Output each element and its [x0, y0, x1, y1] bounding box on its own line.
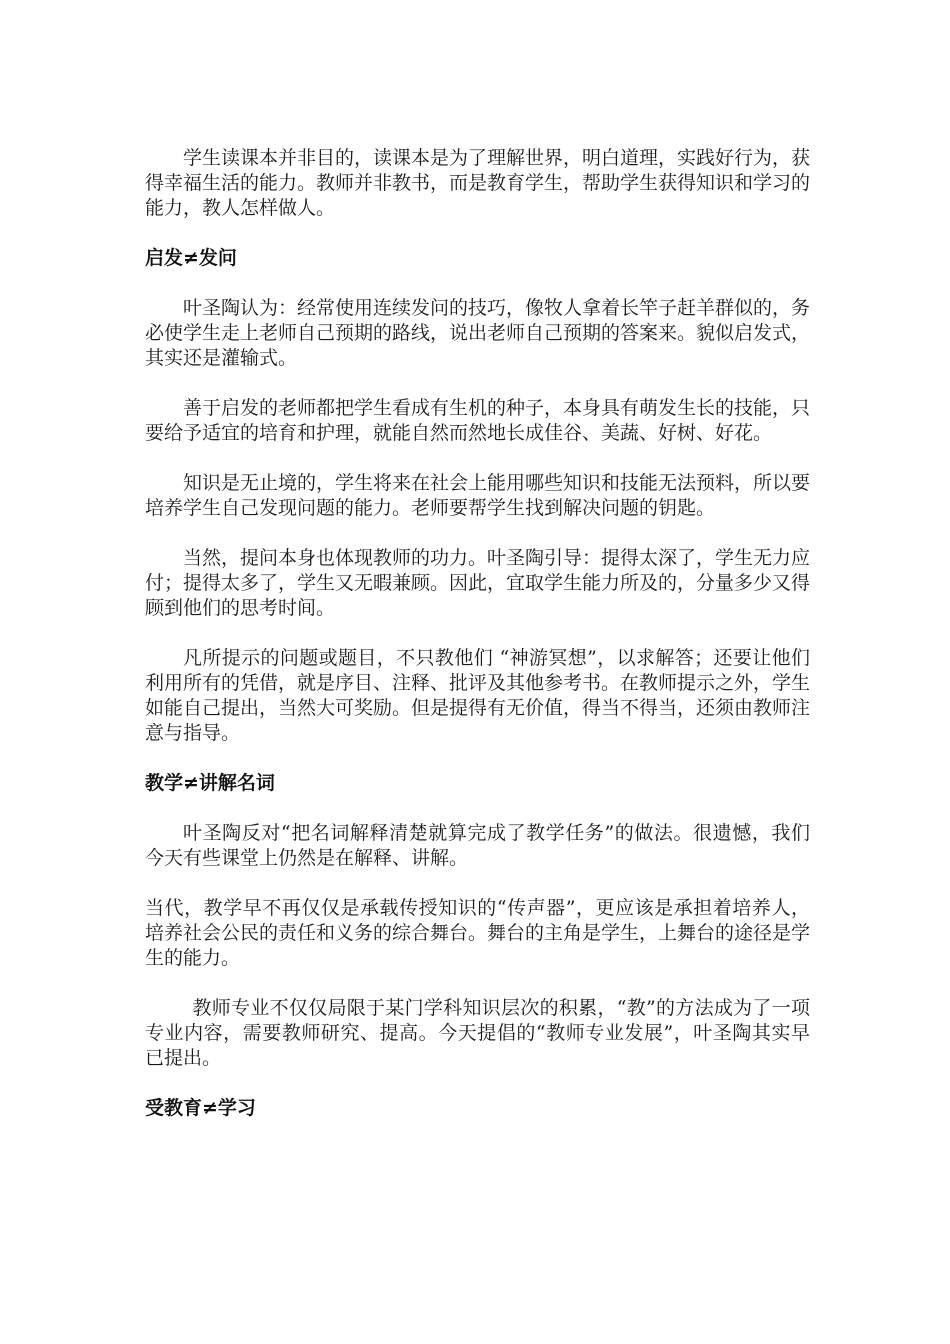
paragraph: 叶圣陶反对“把名词解释清楚就算完成了教学任务”的做法。很遗憾，我们今天有些课堂上仍然是在解释、讲解。 [145, 822, 810, 869]
section-heading-inspire-vs-ask: 启发≠发问 [145, 247, 237, 269]
paragraph-intro: 学生读课本并非目的，读课本是为了理解世界，明白道理，实践好行为，获得幸福生活的能力。教师并非教书，而是教育学生，帮助学生获得知识和学习的能力，教人怎样做人。 [145, 147, 811, 219]
document-body [145, 146, 810, 1146]
section-heading-education-vs-learning: 受教育≠学习 [145, 1097, 256, 1119]
paragraph: 当代，教学早不再仅仅是承载传授知识的“传声器”，更应该是承担着培养人，培养社会公民的责任和义务的综合舞台。舞台的主角是学生，上舞台的途径是学生的能力。 [145, 897, 811, 969]
paragraph: 教师专业不仅仅局限于某门学科知识层次的积累，“教”的方法成为了一项专业内容，需要教师研究、提高。今天提倡的“教师专业发展”，叶圣陶其实早已提出。 [145, 997, 810, 1069]
paragraph: 叶圣陶认为：经常使用连续发问的技巧，像牧人拿着长竿子赶羊群似的，务必使学生走上老师自己预期的路线，说出老师自己预期的答案来。貌似启发式，其实还是灌输式。 [145, 297, 811, 369]
paragraph: 善于启发的老师都把学生看成有生机的种子，本身具有萌发生长的技能，只要给予适宜的培育和护理，就能自然而然地长成佳谷、美蔬、好树、好花。 [145, 397, 811, 444]
paragraph: 当然，提问本身也体现教师的功力。叶圣陶引导：提得太深了，学生无力应付；提得太多了，学生又无暇兼顾。因此，宜取学生能力所及的，分量多少又得顾到他们的思考时间。 [145, 547, 811, 619]
paragraph: 凡所提示的问题或题目，不只教他们 “神游冥想”，以求解答；还要让他们利用所有的凭借，就是序目、注释、批评及其他参考书。在教师提示之外，学生如能自己提出，当然大可奖励。但是提得有无价值，得当不得当，还须由教师注意与指导。 [145, 647, 811, 744]
section-heading-teaching-vs-explaining: 教学≠讲解名词 [145, 772, 275, 794]
paragraph: 知识是无止境的，学生将来在社会上能用哪些知识和技能无法预料，所以要培养学生自己发现问题的能力。老师要帮学生找到解决问题的钥匙。 [145, 472, 811, 519]
